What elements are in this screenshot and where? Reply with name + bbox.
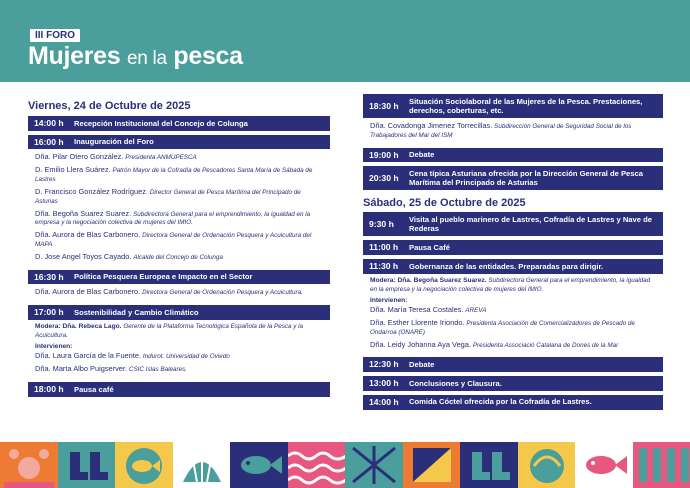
session-label: Debate bbox=[409, 360, 435, 370]
session-bar bbox=[28, 305, 330, 320]
speaker bbox=[35, 287, 323, 298]
speaker bbox=[35, 230, 323, 250]
net-icon bbox=[345, 442, 403, 488]
session-bar bbox=[363, 148, 663, 163]
session-label: Inauguración del Foro bbox=[74, 137, 154, 147]
day-heading-saturday: Sábado, 25 de Octubre de 2025 bbox=[363, 197, 526, 210]
session-time: 14:00 h bbox=[369, 396, 399, 407]
session-bar bbox=[28, 382, 330, 397]
speaker-role: AREVA bbox=[465, 307, 487, 315]
boots-icon bbox=[58, 442, 116, 488]
session-bar bbox=[363, 166, 663, 190]
session-time: 16:30 h bbox=[34, 271, 64, 282]
session-time: 13:00 h bbox=[369, 378, 399, 389]
session-speakers bbox=[28, 284, 330, 301]
fish-icon bbox=[230, 442, 288, 488]
session-bar bbox=[363, 94, 663, 118]
speaker-name: Dña. Aurora de Blas Carbonero. bbox=[35, 287, 141, 297]
boots-icon bbox=[460, 442, 518, 488]
fish-icon bbox=[575, 442, 633, 488]
speaker-role: Presidenta Asociación de Comercializadores de Pescado de Ondarroa (ONARE) bbox=[370, 319, 635, 336]
page-title bbox=[28, 42, 243, 71]
session-time: 20:30 h bbox=[369, 173, 399, 184]
speaker-name: D. Emilio Llera Suárez. bbox=[35, 165, 111, 175]
speaker-role: Director General de Pesca Marítima del Principado de Asturias bbox=[35, 188, 301, 205]
session-time: 9:30 h bbox=[369, 219, 394, 230]
speaker-role: Directora General de Ordenación Pesquera y Acuicultura. bbox=[142, 289, 303, 297]
session-label: Debate bbox=[409, 150, 435, 160]
session-bar bbox=[363, 395, 663, 410]
session-bar bbox=[28, 116, 330, 131]
session-bar bbox=[363, 259, 663, 274]
speaker bbox=[35, 187, 323, 207]
speaker bbox=[35, 364, 323, 375]
session-speakers bbox=[28, 149, 330, 265]
speaker bbox=[35, 152, 323, 163]
session-label: Pausa Café bbox=[409, 243, 450, 253]
session-label: Comida Cóctel ofrecida por la Cofradía de Lastres. bbox=[409, 397, 592, 407]
speaker-name: Dña. Pilar Otero González. bbox=[35, 152, 124, 162]
moderator-name: Modera: Dña. Rebeca Lago. bbox=[35, 323, 122, 331]
crab-icon bbox=[0, 442, 58, 488]
session-time: 12:30 h bbox=[369, 359, 399, 370]
session-bar bbox=[363, 357, 663, 372]
speaker-role: Alcalde del Concejo de Colunga bbox=[133, 253, 223, 261]
waves-icon bbox=[633, 442, 690, 488]
speaker-name: Dña. María Teresa Costales. bbox=[370, 305, 464, 315]
session-label: Recepción Institucional del Concejo de Colunga bbox=[74, 118, 248, 128]
forum-badge: III FORO bbox=[30, 29, 80, 42]
session-time: 11:30 h bbox=[369, 261, 399, 272]
session-time: 18:30 h bbox=[369, 100, 399, 111]
speaker-name: Dña. Esther Llorente Iriondo. bbox=[370, 317, 465, 327]
session-label: Sostenibilidad y Cambio Climático bbox=[74, 307, 199, 317]
speaker-role: Subdirección General de Seguridad Social de los Trabajadores del Mar del ISM bbox=[370, 123, 632, 139]
speaker bbox=[35, 351, 323, 362]
session-speakers bbox=[363, 118, 663, 144]
moderator-name: Modera: Dña. Begoña Suarez Suarez. bbox=[370, 276, 487, 284]
speaker bbox=[35, 209, 323, 229]
speakers-heading: Intervienen: bbox=[35, 342, 73, 350]
left-column bbox=[28, 94, 330, 397]
shell-icon bbox=[518, 442, 576, 488]
speaker-name: D. Francisco González Rodríguez. bbox=[35, 186, 148, 196]
session-label: Gobernanza de las entidades. Preparadas para dirigir. bbox=[409, 261, 604, 271]
speaker bbox=[35, 252, 323, 263]
session-bar bbox=[363, 212, 663, 236]
speaker-role: CSIC Islas Baleares. bbox=[128, 366, 188, 374]
speakers-heading: Intervienen: bbox=[370, 296, 408, 304]
speaker bbox=[370, 340, 656, 351]
session-time: 19:00 h bbox=[369, 149, 399, 160]
session-time: 14:00 h bbox=[34, 118, 64, 128]
session-bar bbox=[363, 240, 663, 255]
session-bar bbox=[363, 376, 663, 391]
title-part-mujeres: Mujeres bbox=[28, 42, 128, 70]
speaker bbox=[370, 305, 656, 316]
speaker bbox=[35, 165, 323, 185]
session-time: 11:00 h bbox=[369, 242, 399, 253]
speaker-name: D. Jose Angel Toyos Cayado. bbox=[35, 251, 132, 261]
right-column bbox=[363, 94, 663, 410]
speaker-role: Presidenta ANMUPESCA bbox=[125, 154, 197, 162]
session-label: Cena típica Asturiana ofrecida por la Dirección General de Pesca Marítima del Principado de Asturias bbox=[409, 168, 643, 188]
session-label: Visita al pueblo marinero de Lastres, Cofradía de Lastres y Nave de Rederas bbox=[409, 214, 652, 234]
header-banner bbox=[0, 0, 690, 82]
speaker bbox=[370, 121, 656, 141]
speaker-role: Indurot. Universidad de Oviedo bbox=[142, 353, 230, 361]
speaker-role: Directora General de Ordenación Pesquera y Acuicultura del MAPA bbox=[35, 232, 312, 249]
decorative-footer bbox=[0, 442, 690, 488]
session-label: Pausa café bbox=[74, 384, 114, 394]
session-speakers bbox=[28, 320, 330, 378]
moderator-role: Gerente de la Plataforma Tecnológica Española de la Pesca y la Acuicultura. bbox=[35, 323, 304, 339]
fish-icon bbox=[115, 442, 173, 488]
speaker-role: Presidenta Associació Catalana de Dones de la Mar bbox=[472, 341, 619, 349]
speaker-name: Dña. Begoña Suarez Suarez. bbox=[35, 208, 132, 218]
day-heading-friday: Viernes, 24 de Octubre de 2025 bbox=[28, 100, 191, 112]
speaker bbox=[370, 318, 656, 338]
session-time: 16:00 h bbox=[34, 136, 64, 147]
session-label: Política Pesquera Europea e Impacto en el Sector bbox=[74, 272, 253, 282]
title-part-en-la: en la bbox=[127, 48, 167, 69]
session-speakers bbox=[363, 274, 663, 354]
speaker-name: Dña. Aurora de Blas Carbonero. bbox=[35, 230, 141, 240]
speaker-name: Dña. Marta Albo Puigserver. bbox=[35, 364, 128, 374]
session-bar bbox=[28, 135, 330, 150]
session-bar bbox=[28, 270, 330, 285]
moderator bbox=[35, 323, 323, 341]
flag-icon bbox=[403, 442, 461, 488]
speaker-name: Dña. Leidy Johanna Aya Vega. bbox=[370, 339, 471, 349]
session-time: 18:00 h bbox=[34, 383, 64, 394]
waves-icon bbox=[288, 442, 346, 488]
speaker-name: Dña. Laura García de la Fuente. bbox=[35, 351, 141, 361]
shell-icon bbox=[173, 442, 231, 488]
moderator-role: Subdirectora General para el emprendimiento, la igualdad en la empresa y la negociación colectiva de mujeres del IMIO. bbox=[370, 276, 651, 293]
speaker-name: Dña. Covadonga Jimenez Torrecillas. bbox=[370, 121, 493, 130]
moderator bbox=[370, 277, 656, 295]
session-label: Situación Sociolaboral de las Mujeres de la Pesca. Prestaciones, derechos, coberturas, etc. bbox=[409, 96, 643, 115]
session-time: 17:00 h bbox=[34, 307, 64, 318]
speaker-role: Patrón Mayor de la Cofradía de Pescadores Santa María de Sábada de Lastres bbox=[35, 167, 313, 184]
title-part-pesca: pesca bbox=[166, 42, 243, 70]
speaker-role: Subdirectora General para el emprendimiento, la igualdad en la empresa y la negociación colectiva de mujeres del IMIO. bbox=[35, 210, 311, 227]
session-label: Conclusiones y Clausura. bbox=[409, 378, 502, 388]
